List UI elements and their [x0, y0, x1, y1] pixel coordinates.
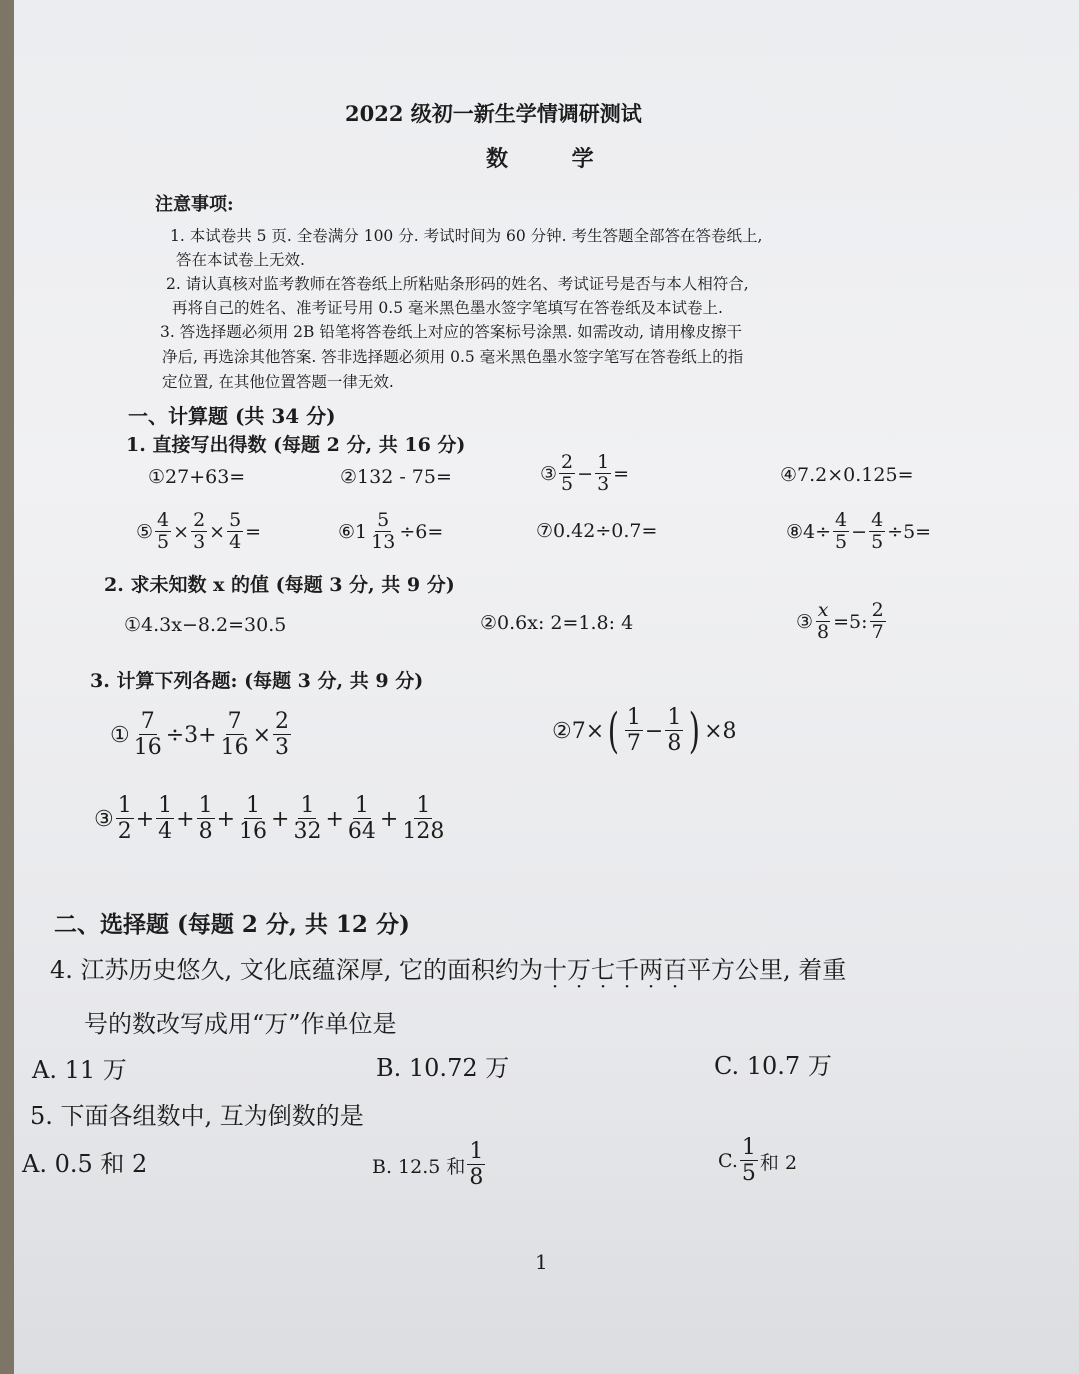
q4-line-1: 4. 江苏历史悠久, 文化底蕴深厚, 它的面积约为十万七千两百平方公里, 着重: [50, 956, 847, 984]
fraction-term: [237, 794, 269, 844]
q1-item-7: ⑦0.42÷0.7=: [536, 520, 658, 542]
numerator: 1: [300, 793, 315, 818]
exam-title: 2022 级初一新生学情调研测试: [345, 101, 642, 126]
q3-item-2: ②7× ( $\frac{1}{7}$ − $\frac{1}{8}$ ) ×8: [552, 703, 737, 760]
q1-item-8: ⑧4÷ $\frac{4}{5}$ − $\frac{4}{5}$ ÷5=: [786, 509, 932, 553]
q1-item-1: ①27+63=: [148, 466, 246, 488]
denominator: 2: [117, 819, 132, 845]
note-2-line-2: 再将自己的姓名、准考证号用 0.5 毫米黑色墨水签字笔填写在答卷纸及本试卷上.: [172, 299, 723, 317]
denominator: 128: [402, 819, 445, 845]
q4-option-a: A. 11 万: [32, 1056, 127, 1084]
plus-sign: +: [379, 806, 399, 832]
q1-heading: 1. 直接写出得数 (每题 2 分, 共 16 分): [126, 434, 466, 456]
section-2-heading: 二、选择题 (每题 2 分, 共 12 分): [54, 911, 410, 938]
q1-item-5: ⑤ $\frac{4}{5}$ × $\frac{2}{3}$ × $\frac{5}{4}$ =: [136, 509, 262, 553]
note-1-line-2: 答在本试卷上无效.: [176, 251, 305, 269]
fraction-term: [291, 794, 323, 844]
q2-item-2: ②0.6x: 2=1.8: 4: [480, 612, 634, 634]
note-3-line-2: 净后, 再选涂其他答案. 答非选择题必须用 0.5 毫米黑色墨水签字笔写在答卷纸上的指: [162, 348, 744, 366]
emphasized-char: 十: [543, 956, 568, 984]
q5-option-c: C. $\frac{1}{5}$ 和 2: [718, 1135, 798, 1187]
section-1-heading: 一、计算题 (共 34 分): [128, 404, 336, 428]
numerator: 1: [246, 793, 261, 818]
q2-item-3: ③ $\frac{x}{8}$ =5: $\frac{2}{7}$: [796, 599, 884, 643]
denominator: 64: [347, 819, 376, 845]
q1-item-4: ④7.2×0.125=: [780, 464, 914, 486]
left-paren: (: [607, 703, 620, 760]
q5-option-b: B. 12.5 和 $\frac{1}{8}$: [372, 1139, 484, 1191]
q3-item-1: ① $\frac{7}{16}$ ÷3+ $\frac{7}{16}$ × $\frac{2}{3}$: [110, 709, 290, 761]
emphasized-char: 百: [663, 956, 688, 984]
q1-item-2: ②132 - 75=: [340, 466, 452, 488]
q5-option-a: A. 0.5 和 2: [22, 1150, 148, 1178]
fraction-term: [400, 794, 446, 844]
plus-sign: +: [325, 806, 344, 832]
fraction-term: [116, 794, 134, 844]
fraction-term: [346, 794, 378, 844]
q2-heading: 2. 求未知数 x 的值 (每题 3 分, 共 9 分): [104, 574, 455, 596]
q1-item-3: ③ $\frac{2}{5}$ − $\frac{1}{3}$ =: [540, 451, 630, 495]
note-3-line-3: 定位置, 在其他位置答题一律无效.: [162, 373, 394, 391]
emphasized-char: 千: [615, 956, 640, 984]
note-3-line-1: 3. 答选择题必须用 2B 铅笔将答卷纸上对应的答案标号涂黑. 如需改动, 请用橡皮擦干: [160, 323, 743, 341]
q1-item-6: ⑥1 $\frac{5}{13}$ ÷6=: [338, 509, 444, 553]
numerator: 1: [354, 793, 369, 818]
right-paren: ): [689, 703, 701, 760]
note-2-line-1: 2. 请认真核对监考教师在答卷纸上所粘贴条形码的姓名、考试证号是否与本人相符合,: [166, 275, 749, 293]
q3-item-3: ③ $\frac{1}{2}$ + $\frac{1}{4}$ + $\frac{1}{8}$ + $\frac{1}{16}$ + $\frac{1}{32}$ + $\frac{1}{64}$ + $\frac{1}{128}$: [94, 793, 445, 845]
emphasized-char: 两: [639, 956, 664, 984]
note-1-line-1: 1. 本试卷共 5 页. 全卷满分 100 分. 考试时间为 60 分钟. 考生答题全部答在答卷纸上,: [170, 227, 763, 245]
numerator: 1: [158, 793, 173, 818]
plus-sign: +: [176, 806, 195, 832]
denominator: 8: [198, 819, 213, 845]
page-number: 1: [535, 1250, 548, 1274]
fraction-term: [197, 794, 215, 844]
emphasized-char: 万: [567, 956, 592, 984]
notes-heading: 注意事项:: [155, 194, 234, 215]
q4-option-b: B. 10.72 万: [376, 1054, 510, 1082]
emphasized-char: 七: [591, 956, 616, 984]
q3-heading: 3. 计算下列各题: (每题 3 分, 共 9 分): [90, 670, 424, 692]
numerator: 1: [117, 793, 132, 818]
plus-sign: +: [216, 806, 236, 832]
denominator: 16: [239, 819, 268, 845]
denominator: 32: [293, 819, 322, 845]
plus-sign: +: [135, 806, 155, 832]
q4-option-c: C. 10.7 万: [714, 1052, 832, 1080]
numerator: 1: [416, 793, 431, 818]
denominator: 4: [158, 819, 173, 845]
subject-title: 数 学: [486, 146, 622, 172]
q2-item-1: ①4.3x−8.2=30.5: [124, 614, 287, 636]
plus-sign: +: [271, 806, 290, 832]
q5-stem: 5. 下面各组数中, 互为倒数的是: [30, 1102, 364, 1130]
q4-line-2: 号的数改写成用“万”作单位是: [84, 1010, 397, 1038]
fraction-term: [156, 794, 174, 844]
numerator: 1: [198, 793, 213, 818]
